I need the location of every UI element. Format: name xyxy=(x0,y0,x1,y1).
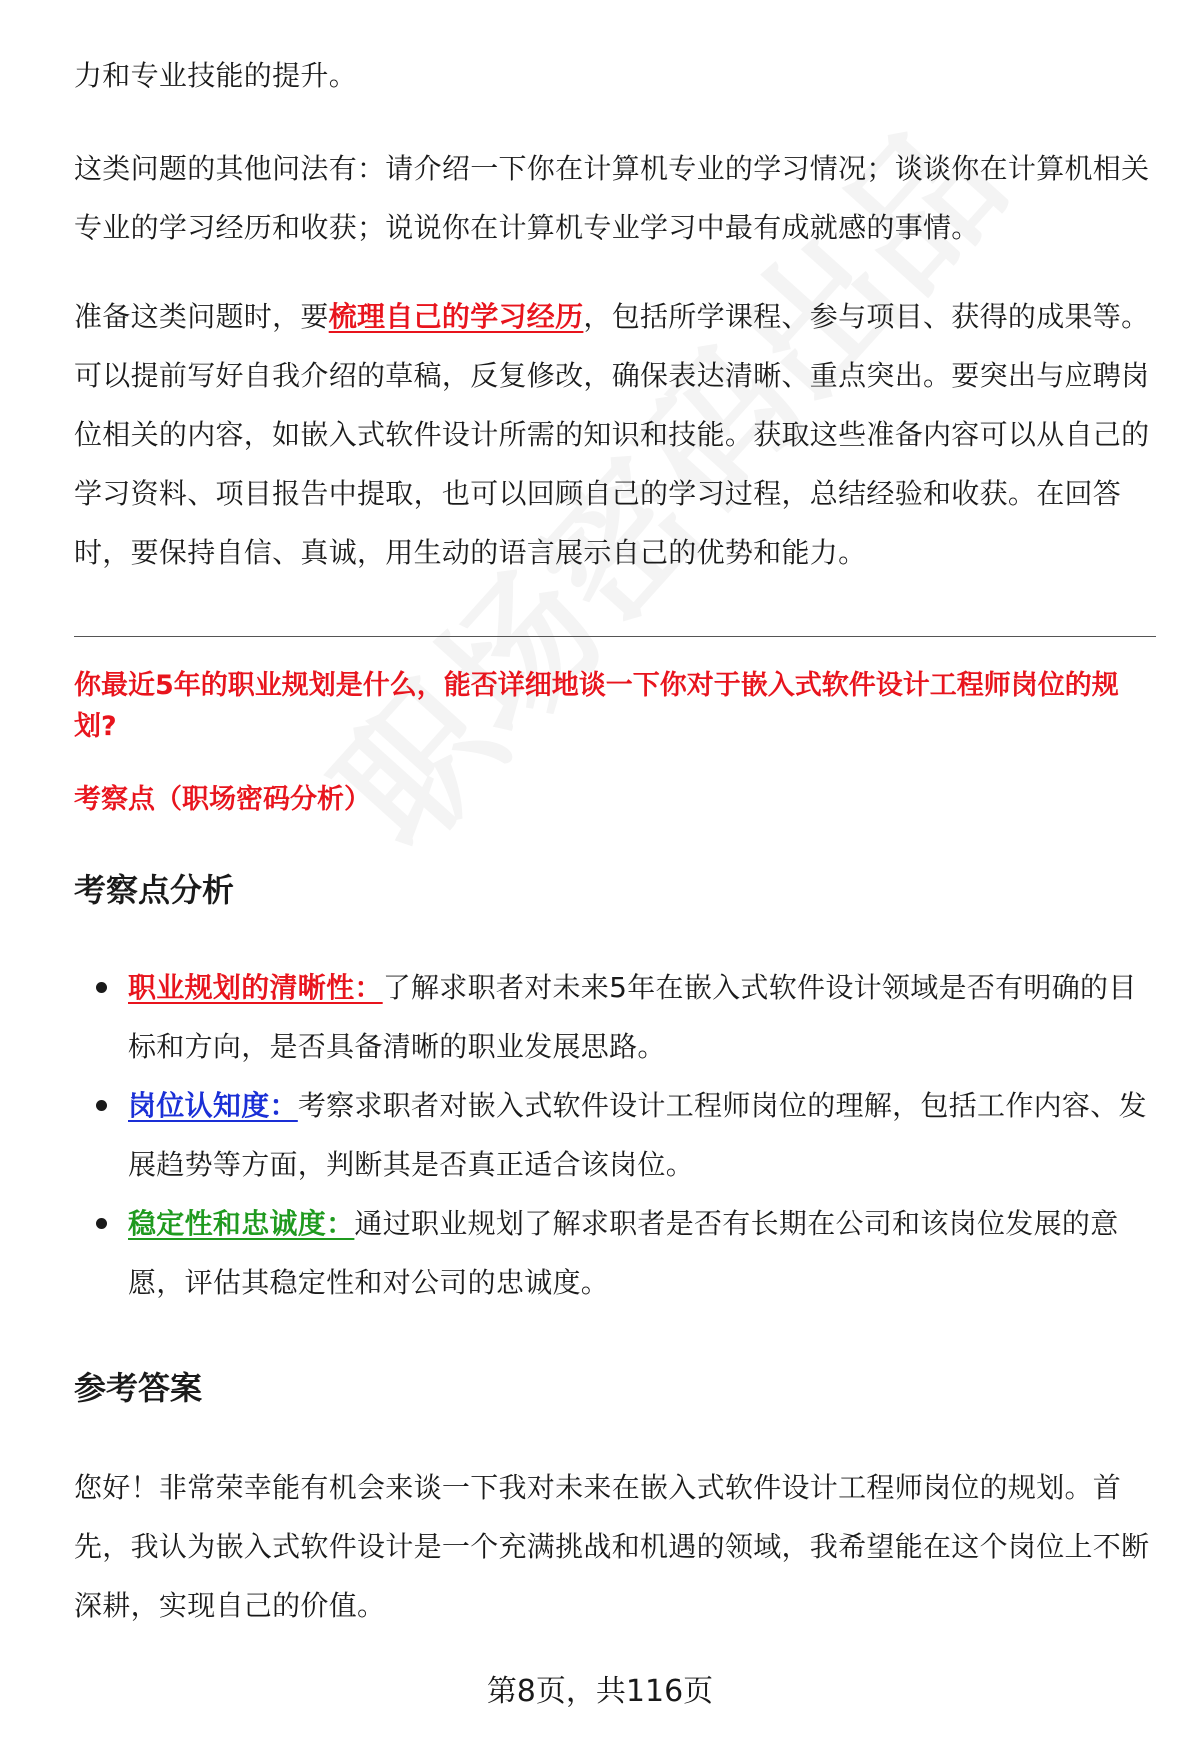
preparation-text-before: 准备这类问题时，要 xyxy=(74,300,329,333)
bullet-dot xyxy=(96,1218,107,1229)
question-title: 你最近5年的职业规划是什么，能否详细地谈一下你对于嵌入式软件设计工程师岗位的规划? xyxy=(74,670,1119,742)
answer-paragraph: 您好！非常荣幸能有机会来谈一下我对未来在嵌入式软件设计工程师岗位的规划。首先，我认为嵌入式软件设计是一个充满挑战和机遇的领域，我希望能在这个岗位上不断深耕，实现自己的价值。 xyxy=(74,1471,1150,1622)
paragraph-continuation: 力和专业技能的提升。 xyxy=(74,59,358,92)
analysis-item xyxy=(74,1076,1156,1194)
analysis-text: 通过职业规划了解求职者是否有长期在公司和该岗位发展的意愿，评估其稳定性和对公司的忠诚度。 xyxy=(128,1207,1119,1299)
document-page xyxy=(74,0,1156,1755)
analysis-text: 了解求职者对未来5年在嵌入式软件设计领域是否有明确的目标和方向，是否具备清晰的职业发展思路。 xyxy=(128,971,1137,1063)
analysis-item xyxy=(74,958,1156,1076)
answer-heading: 参考答案 xyxy=(74,1369,203,1407)
analysis-text: 考察求职者对嵌入式软件设计工程师岗位的理解，包括工作内容、发展趋势等方面，判断其是否真正适合该岗位。 xyxy=(128,1089,1147,1181)
analysis-term: 稳定性和忠诚度： xyxy=(128,1207,355,1240)
preparation-highlight: 梳理自己的学习经历 xyxy=(328,300,584,333)
paragraph-alt-questions: 这类问题的其他问法有：请介绍一下你在计算机专业的学习情况；谈谈你在计算机相关专业的学习经历和收获；说说你在计算机专业学习中最有成就感的事情。 xyxy=(74,152,1150,244)
preparation-text-after: ，包括所学课程、参与项目、获得的成果等。可以提前写好自我介绍的草稿，反复修改，确保表达清晰、重点突出。要突出与应聘岗位相关的内容，如嵌入式软件设计所需的知识和技能。获取这些准备内容可以从自己的学习资料、项目报告中提取，也可以回顾自己的学习过程，总结经验和收获。在回答时，要保持自信、真诚，用生动的语言展示自己的优势和能力。 xyxy=(74,300,1150,569)
bullet-dot xyxy=(96,982,107,993)
paragraph-preparation xyxy=(74,287,1156,582)
analysis-heading: 考察点分析 xyxy=(74,871,235,909)
page-footer: 第8页，共116页 xyxy=(486,1674,714,1709)
analysis-term: 岗位认知度： xyxy=(128,1089,298,1122)
section-divider xyxy=(74,636,1156,637)
assessment-label: 考察点（职场密码分析） xyxy=(74,784,371,815)
analysis-list xyxy=(74,958,1156,1312)
analysis-term: 职业规划的清晰性： xyxy=(128,971,383,1004)
bullet-dot xyxy=(96,1100,107,1111)
analysis-item xyxy=(74,1194,1156,1312)
